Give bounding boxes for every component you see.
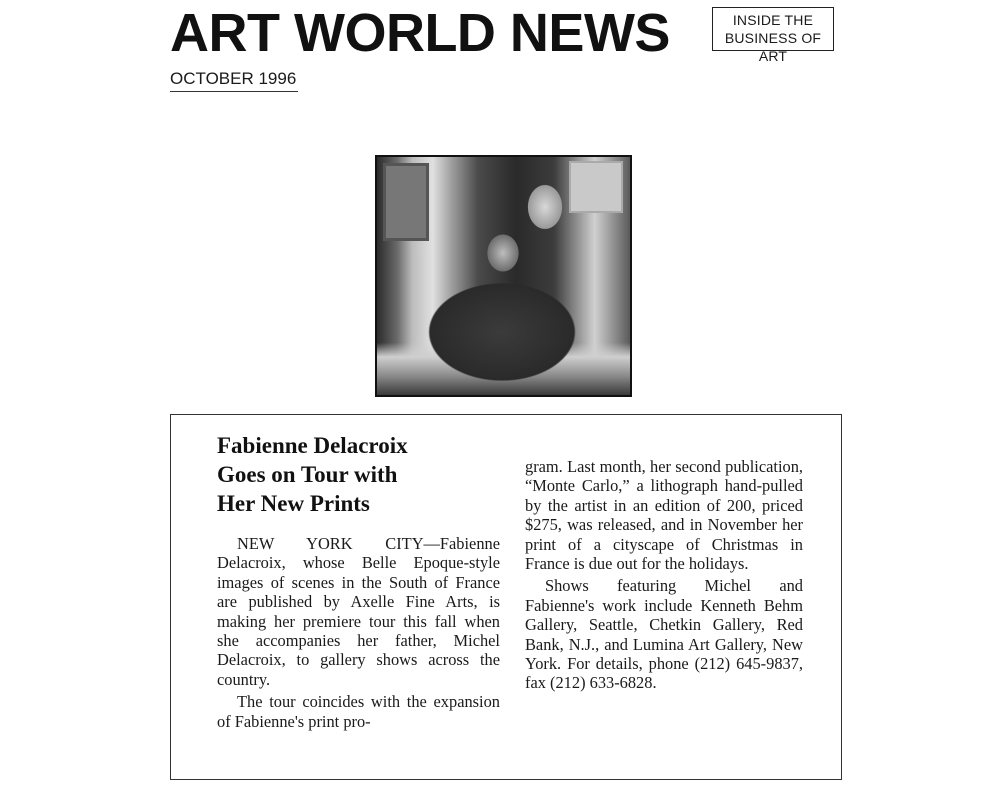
- masthead-title: ART WORLD NEWS: [170, 3, 670, 63]
- tagline-line-2: BUSINESS OF ART: [724, 30, 822, 64]
- article-column-1: [217, 431, 500, 731]
- article-paragraph: gram. Last month, her second publication, “Monte Carlo,” a lithograph hand-pulled by the artist in an edition of 200, priced $275, was released, and in November her print of a cityscape of Christmas in France is due out for the holidays.: [525, 457, 803, 574]
- headline-line-3: Her New Prints: [217, 491, 370, 516]
- headline-line-2: Goes on Tour with: [217, 462, 398, 487]
- article-paragraph: The tour coincides with the expansion of Fabienne's print pro-: [217, 692, 500, 731]
- masthead-tagline: [712, 7, 834, 64]
- article-paragraph: Shows featuring Michel and Fabienne's work include Kenneth Behm Gallery, Seattle, Chetkin Gallery, Red Bank, N.J., and Lumina Art Gallery, New York. For details, phone (212) 645-9837, fax (212) 633-6828.: [525, 576, 803, 693]
- article-box: [170, 414, 842, 780]
- article-column-2: [525, 457, 803, 693]
- article-headline: [217, 431, 500, 518]
- article-paragraph: NEW YORK CITY—Fabienne Delacroix, whose Belle Epoque-style images of scenes in the South of France are published by Axelle Fine Arts, is making her premiere tour this fall when she accompanies her father, Michel Delacroix, to gallery shows across the country.: [217, 534, 500, 689]
- headline-line-1: Fabienne Delacroix: [217, 433, 408, 458]
- photo-painting-right: [569, 161, 623, 213]
- issue-date: OCTOBER 1996: [170, 68, 298, 92]
- article-photo: [375, 155, 632, 397]
- tagline-line-1: INSIDE THE: [732, 12, 814, 28]
- photo-painting-left: [383, 163, 429, 241]
